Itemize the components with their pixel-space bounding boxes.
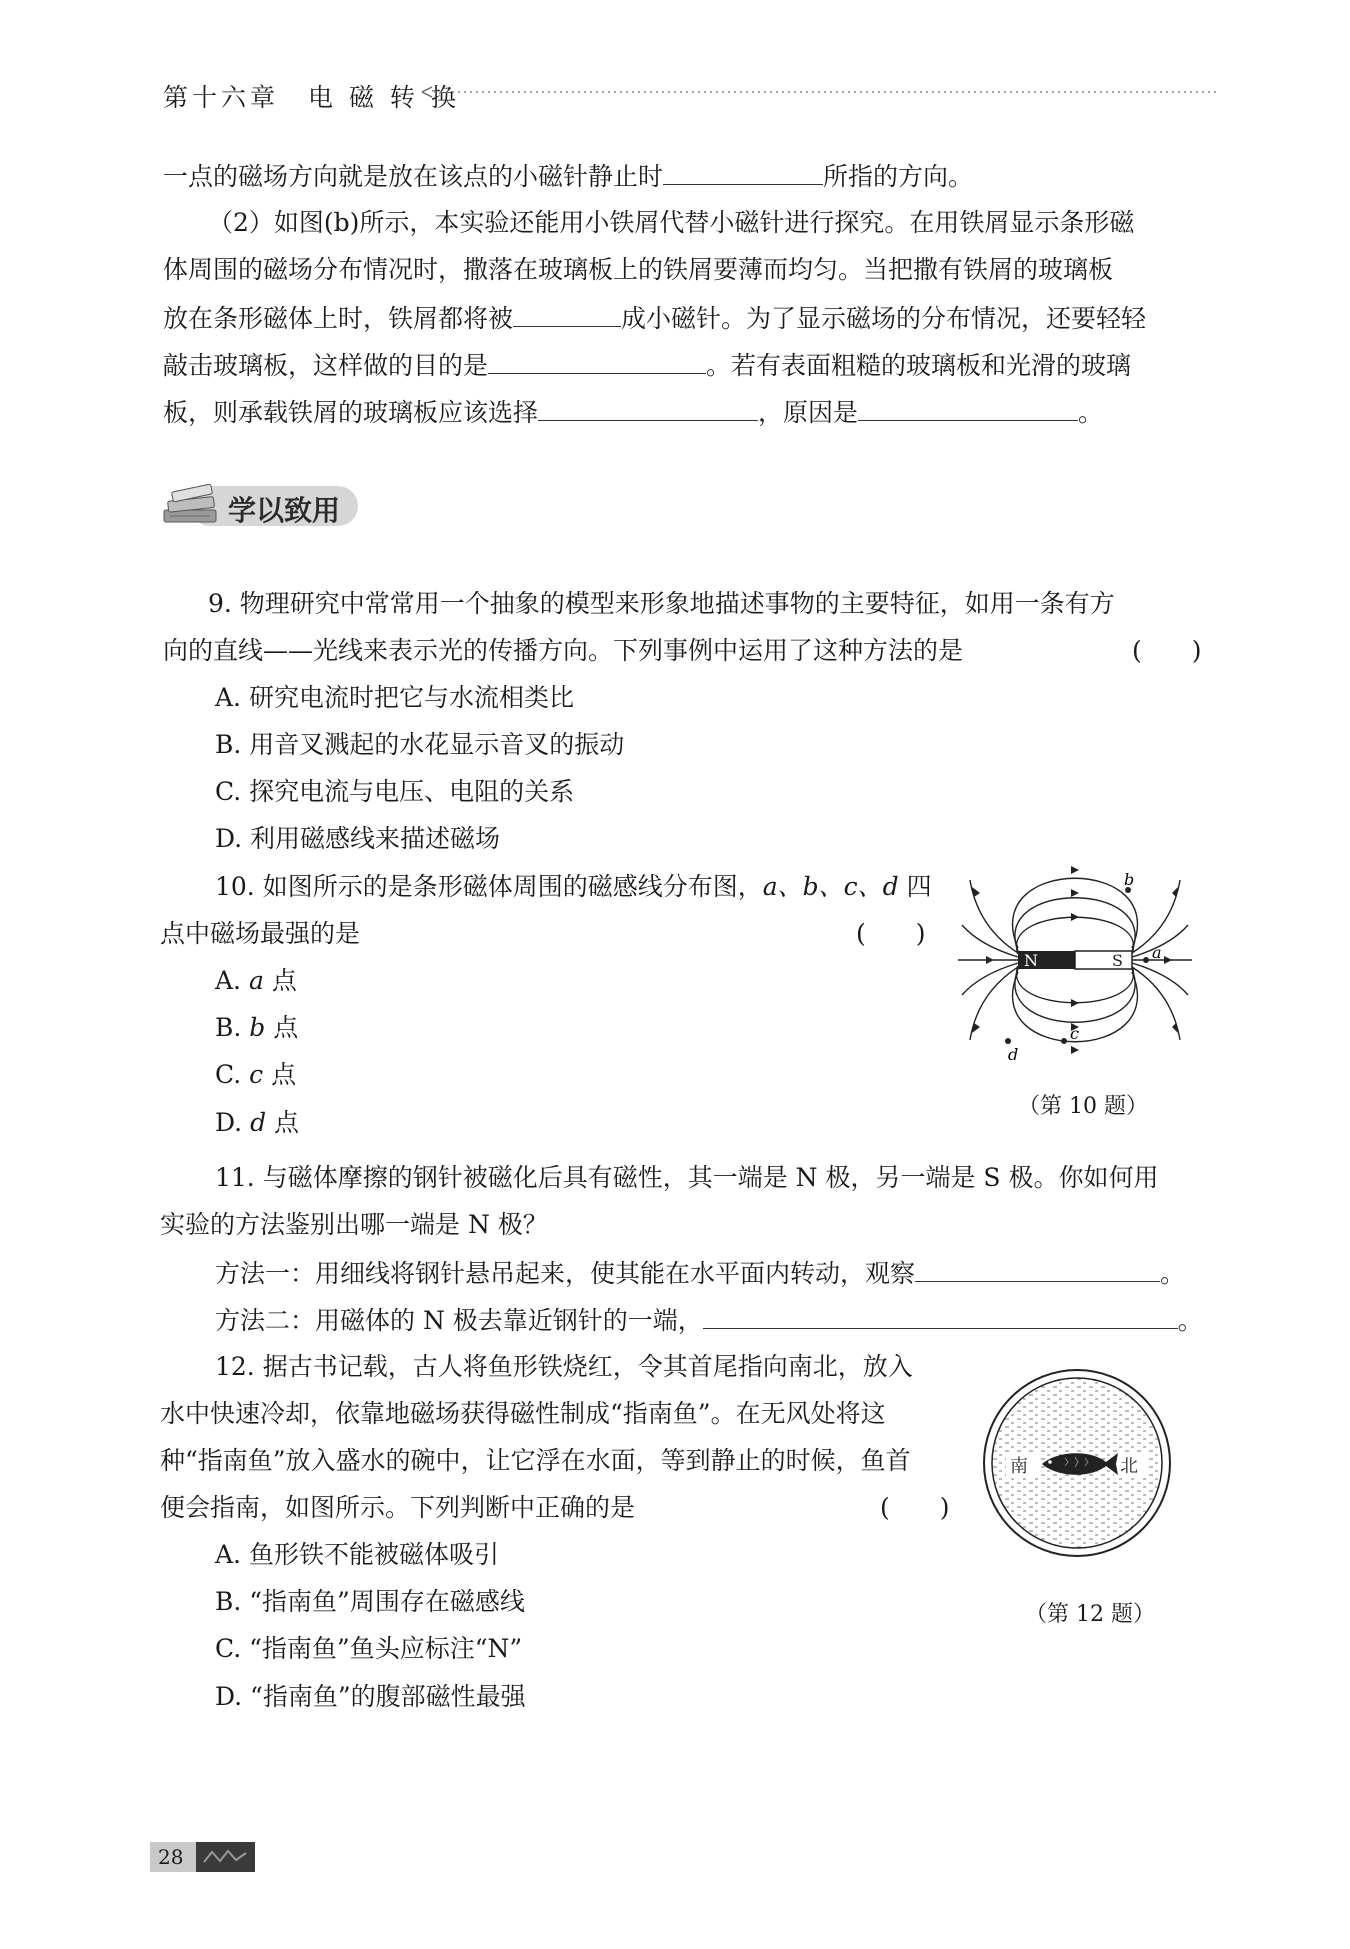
q12-option-d[interactable]: D. “指南鱼”的腹部磁性最强 [215, 1682, 526, 1711]
q9-option-a[interactable]: A. 研究电流时把它与水流相类比 [215, 683, 574, 712]
section-banner [160, 480, 360, 530]
q9-option-d[interactable]: D. 利用磁感线来描述磁场 [215, 824, 501, 853]
north-label: 北 [1120, 1456, 1138, 1477]
footer-decoration-icon [202, 1847, 250, 1867]
answer-blank[interactable] [538, 393, 758, 421]
q8-p2-line3: 放在条形磁体上时，铁屑都将被 成小磁针。为了显示磁场的分布情况，还要轻轻 [163, 299, 1146, 337]
q8-p2-line5: 板，则承载铁屑的玻璃板应该选择 ，原因是 。 [163, 393, 1103, 431]
q11-method2: 方法二：用磁体的 N 极去靠近钢针的一端， 。 [215, 1301, 1203, 1339]
q10-option-c[interactable]: C. c 点 [215, 1060, 297, 1089]
page-number: 28 [158, 1845, 184, 1869]
section-title: 学以致用 [228, 494, 341, 527]
north-pole-label: N [1024, 951, 1038, 970]
south-label: 南 [1010, 1456, 1028, 1477]
q9-stem-line1: 9. 物理研究中常常用一个抽象的模型来形象地描述事物的主要特征，如用一条有方 [208, 589, 1115, 618]
q9-option-b[interactable]: B. 用音叉溅起的水花显示音叉的振动 [215, 730, 625, 759]
answer-blank[interactable] [703, 1301, 1178, 1329]
q12-stem-line1: 12. 据古书记载，古人将鱼形铁烧红，令其首尾指向南北，放入 [215, 1352, 913, 1381]
point-c [1061, 1038, 1067, 1044]
chapter-header: 第十六章 电 磁 转 换 [163, 83, 460, 112]
page-number-tab [150, 1842, 255, 1872]
q9-stem-line2: 向的直线——光线来表示光的传播方向。下列事例中运用了这种方法的是 [163, 636, 964, 665]
q8-p2-line2: 体周围的磁场分布情况时，撒落在玻璃板上的铁屑要薄而均匀。当把撒有铁屑的玻璃板 [163, 255, 1114, 284]
answer-blank[interactable] [858, 393, 1078, 421]
q12-south-pointing-fish-figure [980, 1352, 1174, 1574]
q12-stem-line2: 水中快速冷却，依靠地磁场获得磁性制成“指南鱼”。在无风处将这 [160, 1399, 886, 1428]
q10-answer-paren[interactable]: ( ) [856, 919, 926, 948]
answer-blank[interactable] [915, 1254, 1160, 1282]
point-a [1143, 957, 1149, 963]
q8-p2-line4: 敲击玻璃板，这样做的目的是 。若有表面粗糙的玻璃板和光滑的玻璃 [163, 346, 1131, 384]
answer-blank[interactable] [663, 157, 823, 185]
point-d [1005, 1038, 1011, 1044]
q10-magnet-field-figure [950, 845, 1200, 1075]
answer-blank[interactable] [513, 299, 621, 327]
q8-line1: 一点的磁场方向就是放在该点的小磁针静止时 所指的方向。 [163, 157, 973, 195]
label-c: c [1070, 1024, 1079, 1043]
q10-option-a[interactable]: A. a 点 [215, 966, 297, 995]
answer-blank[interactable] [488, 346, 706, 374]
header-dotted-rule [420, 86, 1220, 98]
q10-figure-caption: （第 10 题） [1018, 1094, 1148, 1119]
q8-p2-line1: （2）如图(b)所示，本实验还能用小铁屑代替小磁针进行探究。在用铁屑显示条形磁 [208, 208, 1135, 237]
q12-stem-line4: 便会指南，如图所示。下列判断中正确的是 [160, 1493, 636, 1522]
q11-method1: 方法一：用细线将钢针悬吊起来，使其能在水平面内转动，观察 。 [215, 1254, 1185, 1292]
label-b: b [1124, 870, 1135, 889]
q11-stem-line1: 11. 与磁体摩擦的钢针被磁化后具有磁性，其一端是 N 极，另一端是 S 极。你如何用 [215, 1163, 1159, 1192]
label-d: d [1008, 1045, 1019, 1064]
q9-option-c[interactable]: C. 探究电流与电压、电阻的关系 [215, 777, 575, 806]
q12-option-b[interactable]: B. “指南鱼”周围存在磁感线 [215, 1587, 525, 1616]
q9-answer-paren[interactable]: ( ) [1132, 636, 1202, 665]
q12-option-c[interactable]: C. “指南鱼”鱼头应标注“N” [215, 1634, 523, 1663]
q12-figure-caption: （第 12 题） [1025, 1602, 1155, 1627]
q11-stem-line2: 实验的方法鉴别出哪一端是 N 极？ [160, 1210, 548, 1239]
q12-stem-line3: 种“指南鱼”放入盛水的碗中，让它浮在水面，等到静止的时候，鱼首 [160, 1446, 911, 1475]
q10-stem-line2: 点中磁场最强的是 [160, 919, 361, 948]
magnet-south-half [1075, 951, 1132, 969]
q12-answer-paren[interactable]: ( ) [880, 1493, 950, 1522]
label-a: a [1152, 943, 1162, 962]
q10-option-b[interactable]: B. b 点 [215, 1013, 299, 1042]
q12-option-a[interactable]: A. 鱼形铁不能被磁体吸引 [215, 1540, 499, 1569]
q10-stem-line1: 10. 如图所示的是条形磁体周围的磁感线分布图，a、b、c、d 四 [215, 872, 932, 901]
south-pole-label: S [1112, 951, 1123, 970]
q10-option-d[interactable]: D. d 点 [215, 1108, 300, 1137]
